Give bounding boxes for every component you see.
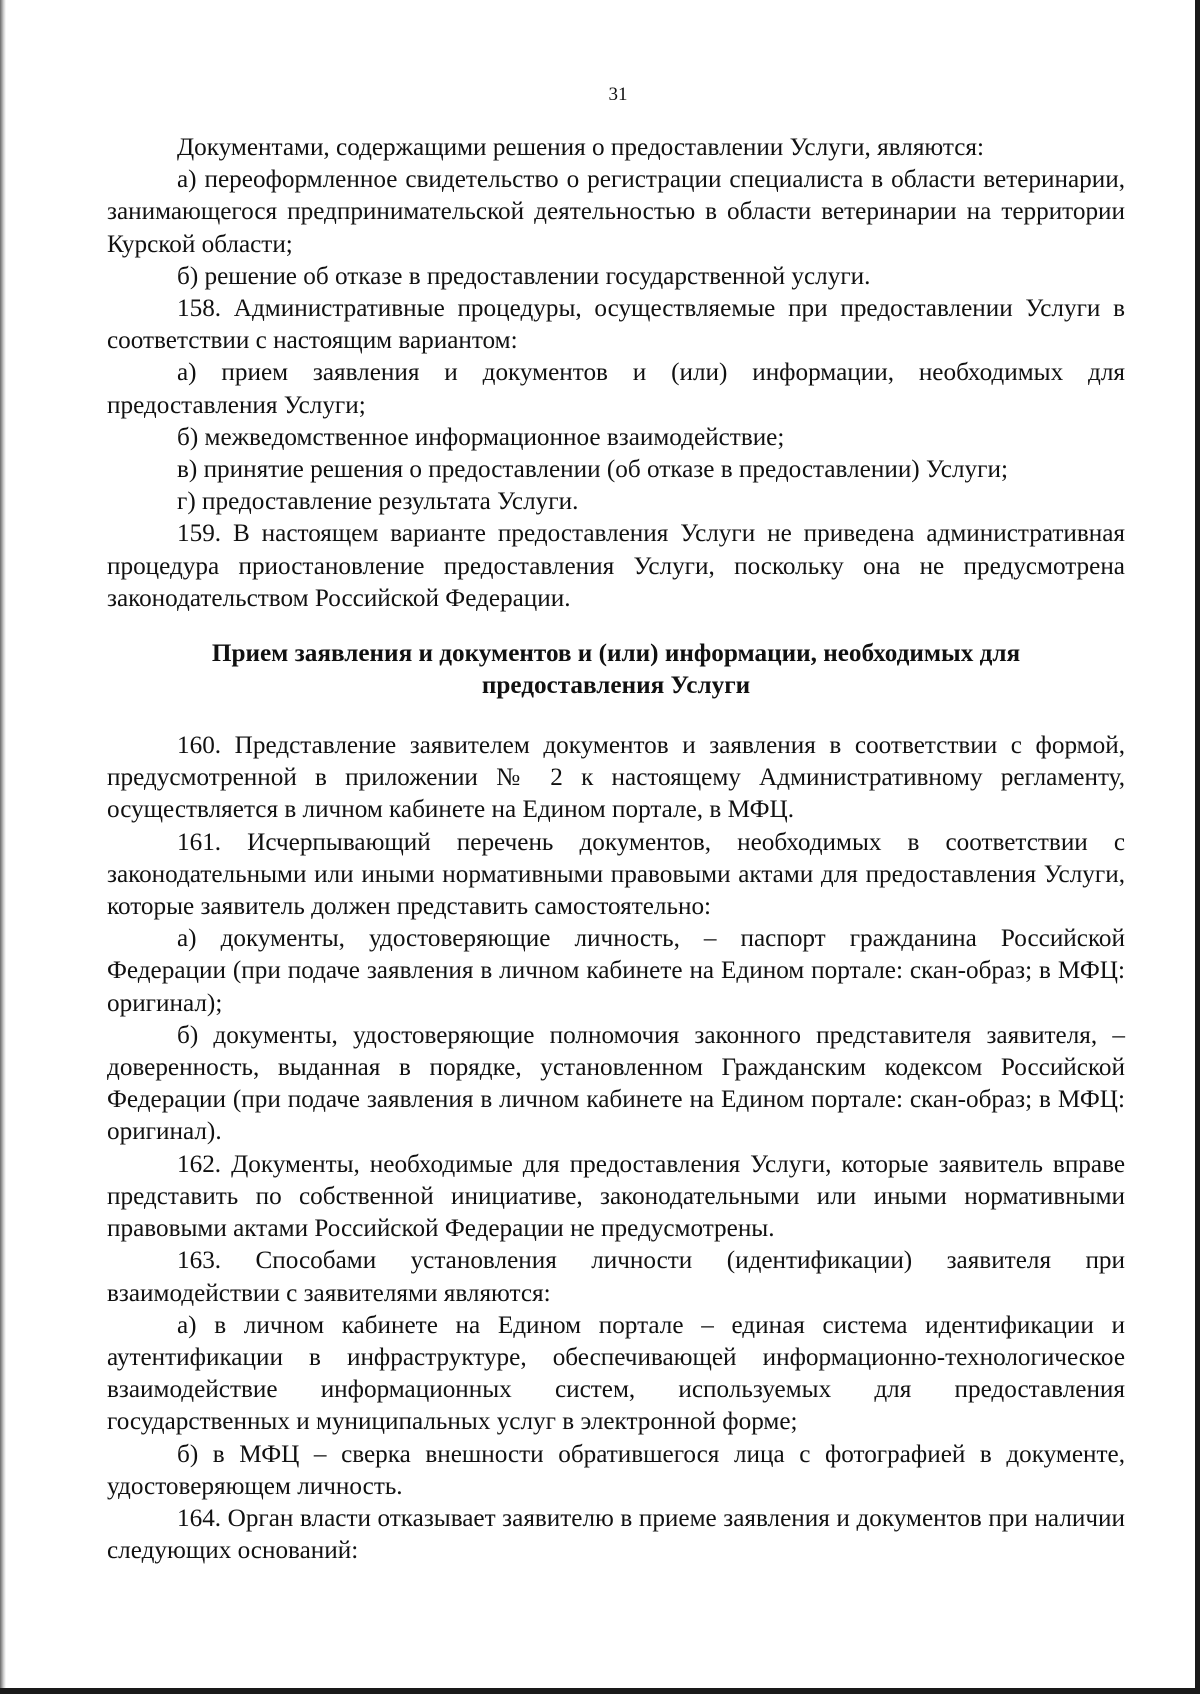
scan-edge-left: [0, 0, 6, 1694]
paragraph: 158. Административные процедуры, осуществляемые при предоставлении Услуги в соответствии с настоящим вариантом:: [107, 295, 1125, 355]
paragraph: 159. В настоящем варианте предоставления Услуги не приведена административная процедура приостановление предоставления Услуги, поскольку она не предусмотрена законодательством Российской Федерации.: [107, 520, 1125, 612]
paragraph: г) предоставление результата Услуги.: [177, 488, 579, 516]
paragraph: б) в МФЦ – сверка внешности обратившегося лица с фотографией в документе, удостоверяющем личность.: [107, 1440, 1125, 1500]
paragraph: б) межведомственное информационное взаимодействие;: [177, 423, 785, 451]
paragraph: в) принятие решения о предоставлении (об отказе в предоставлении) Услуги;: [177, 456, 1008, 484]
document-body: [107, 132, 1125, 1567]
paragraph: 164. Орган власти отказывает заявителю в приеме заявления и документов при наличии следующих оснований:: [107, 1504, 1125, 1565]
paragraph: 161. Исчерпывающий перечень документов, необходимых в соответствии с законодательными или иными нормативными правовыми актами для предоставления Услуги, которые заявитель должен представить самостоятельно:: [107, 828, 1125, 921]
page-number: 31: [608, 84, 628, 105]
section-heading: Прием заявления и документов и (или) информации, необходимых для предоставления Услуги: [211, 640, 1021, 700]
paragraph: 163. Способами установления личности (идентификации) заявителя при взаимодействии с заявителями являются:: [107, 1247, 1125, 1307]
paragraph: а) прием заявления и документов и (или) информации, необходимых для предоставления Услуги;: [107, 359, 1125, 419]
paragraph: а) документы, удостоверяющие личность, – паспорт гражданина Российской Федерации (при подаче заявления в личном кабинете на Едином портале: скан-образ; в МФЦ: оригинал);: [107, 925, 1125, 1017]
paragraph: а) в личном кабинете на Едином портале – единая система идентификации и аутентификации в инфраструктуре, обеспечивающей информационно-технологическое взаимодействие информационных систем, используемых для предоставления государственных и муниципальных услуг в электронной форме;: [107, 1311, 1125, 1436]
paragraph: 160. Представление заявителем документов и заявления в соответствии с формой, предусмотренной в приложении № 2 к настоящему Административному регламенту, осуществляется в личном кабинете на Едином портале, в МФЦ.: [107, 732, 1125, 824]
paragraph: б) решение об отказе в предоставлении государственной услуги.: [177, 262, 871, 290]
scan-edge-bottom: [0, 1688, 1200, 1694]
paragraph: Документами, содержащими решения о предоставлении Услуги, являются:: [177, 134, 984, 161]
scan-edge-right: [1195, 0, 1200, 1694]
paragraph: а) переоформленное свидетельство о регистрации специалиста в области ветеринарии, занимающегося предпринимательской деятельностью в области ветеринарии на территории Курской области;: [107, 166, 1125, 258]
paragraph: б) документы, удостоверяющие полномочия законного представителя заявителя, – доверенность, выданная в порядке, установленном Гражданским кодексом Российской Федерации (при подаче заявления в личном кабинете на Едином портале: скан-образ; в МФЦ: оригинал).: [107, 1021, 1125, 1146]
paragraph: 162. Документы, необходимые для предоставления Услуги, которые заявитель вправе представить по собственной инициативе, законодательными или иными нормативными правовыми актами Российской Федерации не предусмотрены.: [107, 1150, 1125, 1243]
